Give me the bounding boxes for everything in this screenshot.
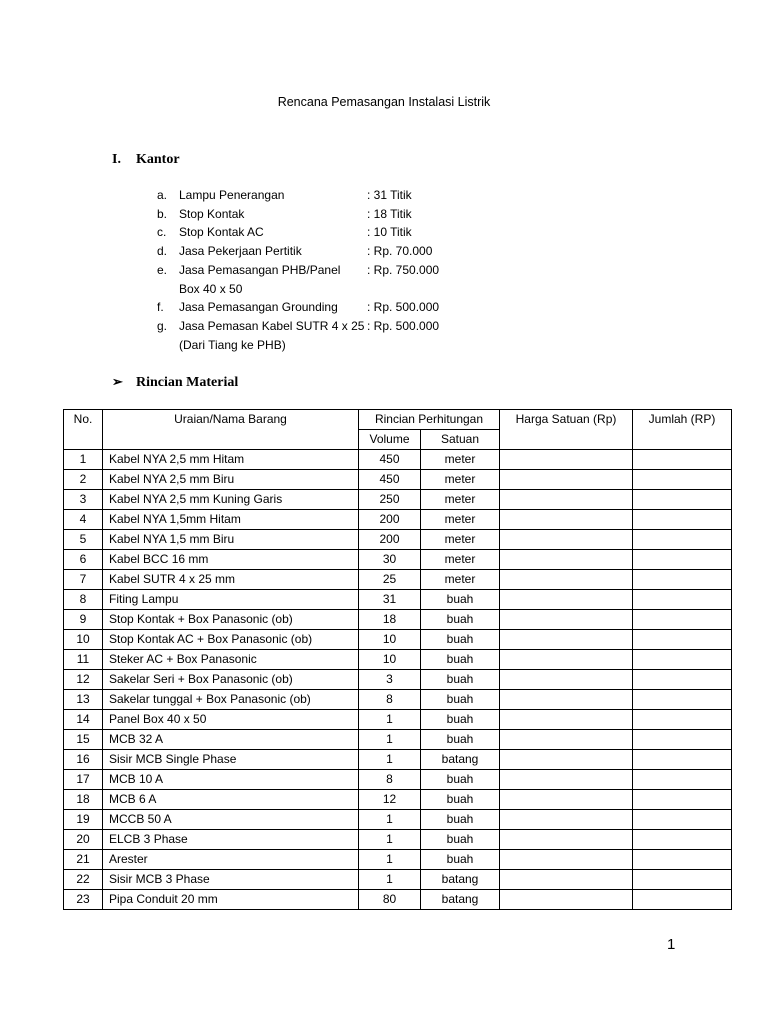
cell-no: 19 [64, 810, 103, 830]
cell-total [633, 630, 732, 650]
detail-value: : Rp. 750.000 [367, 262, 440, 277]
table-row [64, 710, 732, 730]
cell-unit: buah [421, 830, 500, 850]
cell-unit: buah [421, 670, 500, 690]
cell-unit: buah [421, 770, 500, 790]
detail-label: Jasa Pemasan Kabel SUTR 4 x 25 [179, 318, 365, 333]
detail-letter: e. [157, 262, 168, 277]
detail-item [157, 205, 439, 224]
cell-price [500, 610, 633, 630]
cell-volume: 1 [359, 830, 421, 850]
cell-price [500, 450, 633, 470]
table-row [64, 630, 732, 650]
cell-unit: buah [421, 850, 500, 870]
cell-total [633, 450, 732, 470]
cell-volume: 8 [359, 770, 421, 790]
detail-item [157, 186, 439, 205]
cell-name: Sakelar Seri + Box Panasonic (ob) [103, 670, 359, 690]
cell-price [500, 650, 633, 670]
cell-name: Panel Box 40 x 50 [103, 710, 359, 730]
cell-unit: buah [421, 630, 500, 650]
cell-unit: buah [421, 730, 500, 750]
cell-name: Sakelar tunggal + Box Panasonic (ob) [103, 690, 359, 710]
section-title: Kantor [136, 152, 180, 167]
table-row [64, 470, 732, 490]
detail-label: Lampu Penerangan [179, 188, 285, 202]
detail-item [157, 261, 439, 280]
cell-volume: 10 [359, 650, 421, 670]
cell-no: 10 [64, 630, 103, 650]
cell-volume: 1 [359, 850, 421, 870]
detail-item [157, 280, 439, 299]
cell-no: 18 [64, 790, 103, 810]
cell-unit: buah [421, 650, 500, 670]
material-table [63, 409, 732, 910]
cell-total [633, 810, 732, 830]
header-total: Jumlah (RP) [633, 410, 732, 450]
section-heading [112, 152, 180, 168]
detail-label: Jasa Pemasangan Grounding [179, 300, 338, 315]
cell-price [500, 890, 633, 910]
table-row [64, 590, 732, 610]
cell-total [633, 490, 732, 510]
cell-price [500, 870, 633, 890]
table-row [64, 810, 732, 830]
cell-volume: 1 [359, 750, 421, 770]
detail-letter [157, 280, 179, 299]
table-row [64, 890, 732, 910]
cell-unit: meter [421, 530, 500, 550]
cell-volume: 18 [359, 610, 421, 630]
cell-price [500, 530, 633, 550]
detail-list [157, 186, 439, 354]
cell-total [633, 870, 732, 890]
table-row [64, 450, 732, 470]
table-row [64, 530, 732, 550]
cell-name: MCCB 50 A [103, 810, 359, 830]
cell-price [500, 790, 633, 810]
table-row [64, 790, 732, 810]
cell-name: Kabel SUTR 4 x 25 mm [103, 570, 359, 590]
cell-total [633, 790, 732, 810]
cell-no: 16 [64, 750, 103, 770]
cell-total [633, 750, 732, 770]
cell-volume: 31 [359, 590, 421, 610]
cell-volume: 25 [359, 570, 421, 590]
cell-no: 9 [64, 610, 103, 630]
detail-label: Jasa Pekerjaan Pertitik [179, 244, 302, 259]
detail-value: : Rp. 500.000 [367, 300, 440, 315]
cell-name: Arester [103, 850, 359, 870]
cell-price [500, 570, 633, 590]
cell-volume: 80 [359, 890, 421, 910]
detail-item [157, 223, 439, 242]
header-name: Uraian/Nama Barang [103, 410, 359, 450]
detail-label: Stop Kontak [179, 206, 245, 221]
cell-unit: meter [421, 510, 500, 530]
cell-total [633, 610, 732, 630]
detail-value: : 18 Titik [367, 206, 412, 221]
cell-price [500, 750, 633, 770]
cell-unit: meter [421, 470, 500, 490]
table-row [64, 850, 732, 870]
cell-unit: meter [421, 490, 500, 510]
cell-name: Kabel BCC 16 mm [103, 550, 359, 570]
detail-label: Box 40 x 50 [179, 281, 243, 296]
cell-name: Pipa Conduit 20 mm [103, 890, 359, 910]
cell-total [633, 850, 732, 870]
detail-letter: d. [157, 244, 168, 259]
cell-total [633, 550, 732, 570]
cell-unit: buah [421, 610, 500, 630]
cell-name: Kabel NYA 1,5 mm Biru [103, 530, 359, 550]
cell-price [500, 810, 633, 830]
table-row [64, 610, 732, 630]
cell-total [633, 830, 732, 850]
cell-total [633, 890, 732, 910]
cell-no: 22 [64, 870, 103, 890]
cell-price [500, 670, 633, 690]
header-unit: Satuan [421, 430, 500, 450]
cell-price [500, 830, 633, 850]
cell-no: 4 [64, 510, 103, 530]
cell-unit: batang [421, 750, 500, 770]
table-row [64, 690, 732, 710]
cell-unit: meter [421, 570, 500, 590]
cell-total [633, 670, 732, 690]
detail-value: : Rp. 500.000 [367, 318, 440, 333]
cell-price [500, 690, 633, 710]
cell-no: 12 [64, 670, 103, 690]
table-row [64, 830, 732, 850]
cell-no: 1 [64, 450, 103, 470]
detail-item [157, 298, 439, 317]
table-row [64, 650, 732, 670]
cell-no: 20 [64, 830, 103, 850]
table-header-row [64, 410, 732, 430]
cell-total [633, 710, 732, 730]
table-row [64, 870, 732, 890]
cell-volume: 10 [359, 630, 421, 650]
cell-volume: 1 [359, 810, 421, 830]
cell-unit: meter [421, 550, 500, 570]
detail-letter [157, 336, 179, 355]
cell-price [500, 510, 633, 530]
cell-price [500, 850, 633, 870]
detail-letter: a. [157, 188, 168, 202]
cell-total [633, 730, 732, 750]
cell-total [633, 470, 732, 490]
cell-no: 3 [64, 490, 103, 510]
material-heading [112, 374, 238, 391]
cell-volume: 200 [359, 510, 421, 530]
table-row [64, 510, 732, 530]
cell-name: Kabel NYA 1,5mm Hitam [103, 510, 359, 530]
cell-price [500, 770, 633, 790]
detail-label: (Dari Tiang ke PHB) [179, 337, 286, 352]
cell-unit: buah [421, 710, 500, 730]
cell-no: 13 [64, 690, 103, 710]
cell-volume: 1 [359, 710, 421, 730]
cell-total [633, 530, 732, 550]
cell-volume: 30 [359, 550, 421, 570]
cell-name: Steker AC + Box Panasonic [103, 650, 359, 670]
table-row [64, 670, 732, 690]
cell-volume: 12 [359, 790, 421, 810]
cell-price [500, 590, 633, 610]
cell-price [500, 490, 633, 510]
cell-no: 2 [64, 470, 103, 490]
table-row [64, 570, 732, 590]
cell-name: Sisir MCB Single Phase [103, 750, 359, 770]
cell-price [500, 550, 633, 570]
cell-unit: meter [421, 450, 500, 470]
cell-price [500, 470, 633, 490]
cell-unit: buah [421, 810, 500, 830]
cell-total [633, 570, 732, 590]
section-number: I. [112, 152, 121, 167]
detail-letter: f. [157, 300, 164, 315]
cell-name: Kabel NYA 2,5 mm Biru [103, 470, 359, 490]
cell-volume: 450 [359, 450, 421, 470]
table-body [64, 450, 732, 910]
header-volume: Volume [359, 430, 421, 450]
cell-volume: 200 [359, 530, 421, 550]
cell-name: Kabel NYA 2,5 mm Hitam [103, 450, 359, 470]
detail-item [157, 317, 439, 336]
cell-volume: 1 [359, 870, 421, 890]
cell-volume: 250 [359, 490, 421, 510]
cell-no: 6 [64, 550, 103, 570]
cell-name: MCB 10 A [103, 770, 359, 790]
cell-total [633, 590, 732, 610]
cell-volume: 3 [359, 670, 421, 690]
header-calc: Rincian Perhitungan [359, 410, 500, 430]
cell-price [500, 730, 633, 750]
page-number: 1 [667, 936, 676, 953]
table-row [64, 730, 732, 750]
cell-unit: buah [421, 790, 500, 810]
detail-item [157, 242, 439, 261]
detail-letter: c. [157, 225, 167, 240]
detail-value: : Rp. 70.000 [367, 244, 433, 259]
detail-value: : 31 Titik [367, 188, 412, 202]
cell-no: 21 [64, 850, 103, 870]
document-title: Rencana Pemasangan Instalasi Listrik [277, 95, 491, 109]
cell-name: ELCB 3 Phase [103, 830, 359, 850]
cell-price [500, 710, 633, 730]
detail-item [157, 336, 439, 355]
cell-unit: batang [421, 870, 500, 890]
header-no: No. [64, 410, 103, 450]
detail-value: : 10 Titik [367, 225, 412, 240]
cell-name: Sisir MCB 3 Phase [103, 870, 359, 890]
cell-total [633, 650, 732, 670]
cell-no: 11 [64, 650, 103, 670]
detail-label: Jasa Pemasangan PHB/Panel [179, 262, 341, 277]
cell-no: 23 [64, 890, 103, 910]
arrow-bullet-icon: ➢ [112, 374, 123, 389]
cell-name: MCB 32 A [103, 730, 359, 750]
table-row [64, 770, 732, 790]
detail-label: Stop Kontak AC [179, 225, 264, 240]
cell-unit: buah [421, 590, 500, 610]
cell-no: 14 [64, 710, 103, 730]
cell-name: MCB 6 A [103, 790, 359, 810]
cell-name: Stop Kontak AC + Box Panasonic (ob) [103, 630, 359, 650]
cell-price [500, 630, 633, 650]
cell-name: Stop Kontak + Box Panasonic (ob) [103, 610, 359, 630]
cell-no: 17 [64, 770, 103, 790]
detail-letter: g. [157, 318, 168, 333]
material-heading-title: Rincian Material [136, 375, 239, 390]
table-row [64, 750, 732, 770]
cell-name: Fiting Lampu [103, 590, 359, 610]
cell-total [633, 770, 732, 790]
cell-total [633, 690, 732, 710]
table-row [64, 490, 732, 510]
cell-no: 8 [64, 590, 103, 610]
cell-name: Kabel NYA 2,5 mm Kuning Garis [103, 490, 359, 510]
header-price: Harga Satuan (Rp) [500, 410, 633, 450]
cell-no: 5 [64, 530, 103, 550]
cell-no: 15 [64, 730, 103, 750]
table-row [64, 550, 732, 570]
cell-volume: 8 [359, 690, 421, 710]
cell-volume: 1 [359, 730, 421, 750]
cell-volume: 450 [359, 470, 421, 490]
detail-letter: b. [157, 206, 168, 221]
cell-unit: buah [421, 690, 500, 710]
cell-total [633, 510, 732, 530]
cell-unit: batang [421, 890, 500, 910]
cell-no: 7 [64, 570, 103, 590]
